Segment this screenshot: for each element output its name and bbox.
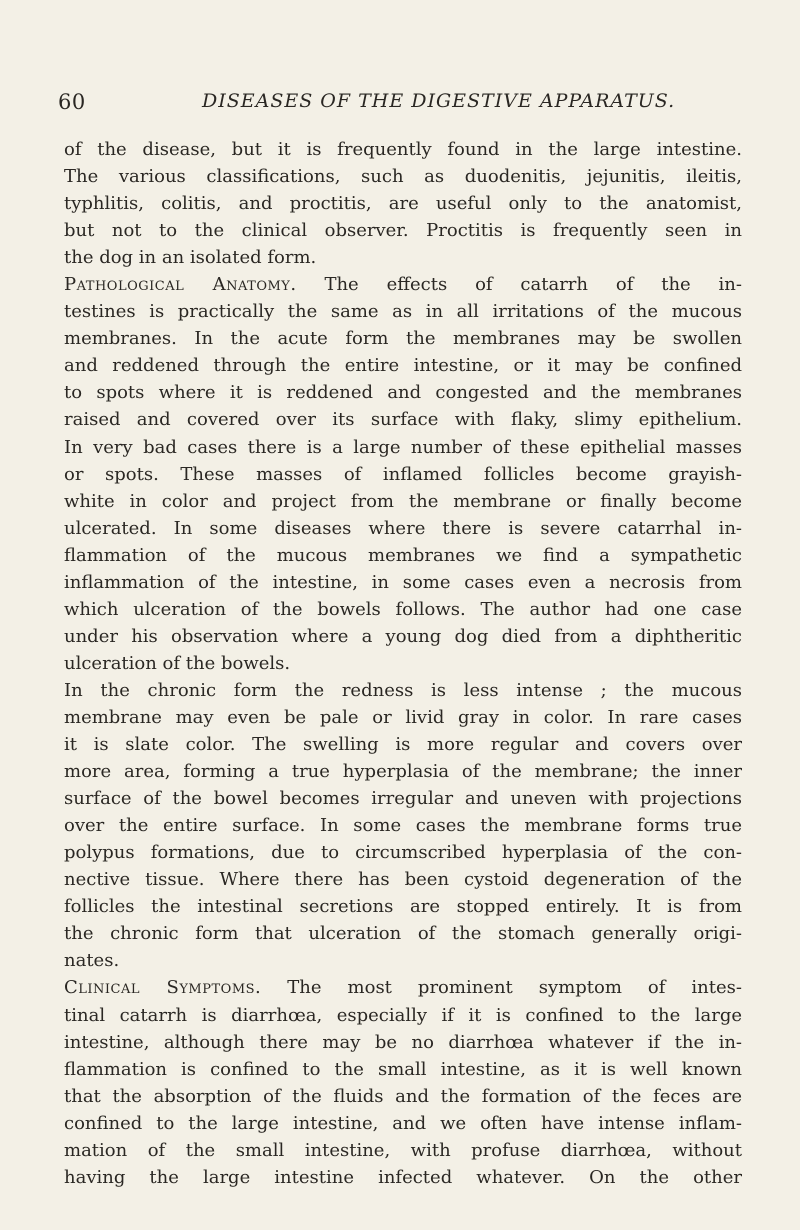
- line-text: or spots. These masses of inflamed follicles become grayish-: [64, 463, 742, 485]
- section-heading: Pathological Anatomy.: [64, 274, 297, 296]
- text-line: [64, 677, 742, 704]
- line-text: it is slate color. The swelling is more regular and covers over: [64, 734, 742, 756]
- line-text: typhlitis, colitis, and proctitis, are useful only to the anatomist,: [64, 193, 742, 215]
- text-line: [64, 406, 742, 433]
- text-line: [64, 434, 742, 461]
- text-line: [64, 704, 742, 731]
- section-heading-line: [64, 974, 742, 1001]
- line-text: under his observation where a young dog died from a diphtheritic: [64, 625, 742, 647]
- line-text: intestine, although there may be no diarrhœa whatever if the in-: [64, 1031, 742, 1053]
- text-line: [64, 920, 742, 947]
- text-line: [64, 488, 742, 515]
- line-text: flammation of the mucous membranes we find a sympathetic: [64, 544, 742, 566]
- line-text: In the chronic form the redness is less intense ; the mucous: [64, 679, 742, 701]
- body-text: [64, 136, 742, 1191]
- line-text: that the absorption of the fluids and the formation of the feces are: [64, 1085, 742, 1107]
- text-line: [64, 758, 742, 785]
- line-text: the dog in an isolated form.: [64, 247, 317, 269]
- line-text: In very bad cases there is a large number of these epithelial masses: [64, 436, 742, 458]
- text-line: [64, 1110, 742, 1137]
- running-title: DISEASES OF THE DIGESTIVE APPARATUS.: [202, 90, 676, 112]
- text-line: [64, 893, 742, 920]
- text-line: [64, 1002, 742, 1029]
- text-line: [64, 379, 742, 406]
- text-line: [64, 1164, 742, 1191]
- text-line: [64, 1083, 742, 1110]
- line-text: follicles the intestinal secretions are stopped entirely. It is from: [64, 896, 742, 918]
- line-text: but not to the clinical observer. Proctitis is frequently seen in: [64, 220, 742, 242]
- line-text: to spots where it is reddened and congested and the membranes: [64, 382, 742, 404]
- text-line: [64, 650, 742, 677]
- line-text: having the large intestine infected whatever. On the other: [64, 1166, 742, 1188]
- text-line: [64, 1029, 742, 1056]
- text-line: [64, 163, 742, 190]
- text-line: [64, 866, 742, 893]
- text-line: [64, 1137, 742, 1164]
- line-text: membranes. In the acute form the membranes may be swollen: [64, 328, 742, 350]
- section-heading-line: [64, 271, 742, 298]
- line-text: confined to the large intestine, and we often have intense inflam-: [64, 1112, 742, 1134]
- line-text: polypus formations, due to circumscribed hyperplasia of the con-: [64, 842, 742, 864]
- text-line: [64, 515, 742, 542]
- line-text: ulcerated. In some diseases where there is severe catarrhal in-: [64, 517, 742, 539]
- line-text: over the entire surface. In some cases the membrane forms true: [64, 815, 742, 837]
- text-line: [64, 461, 742, 488]
- line-text: which ulceration of the bowels follows. The author had one case: [64, 598, 742, 620]
- line-text: ulceration of the bowels.: [64, 652, 291, 674]
- text-line: [64, 623, 742, 650]
- text-line: [64, 596, 742, 623]
- line-text: membrane may even be pale or livid gray in color. In rare cases: [64, 706, 742, 728]
- text-line: [64, 1056, 742, 1083]
- running-head: [0, 88, 800, 118]
- line-text: mation of the small intestine, with profuse diarrhœa, without: [64, 1139, 742, 1161]
- line-text: testines is practically the same as in all irritations of the mucous: [64, 301, 742, 323]
- text-line: [64, 136, 742, 163]
- line-text: surface of the bowel becomes irregular and uneven with projections: [64, 788, 742, 810]
- line-text: The effects of catarrh of the in-: [324, 274, 742, 296]
- line-text: more area, forming a true hyperplasia of the membrane; the inner: [64, 761, 742, 783]
- section-heading: Clinical Symptoms.: [64, 977, 262, 999]
- page-number: 60: [58, 90, 86, 114]
- line-text: raised and covered over its surface with flaky, slimy epithelium.: [64, 409, 742, 431]
- text-line: [64, 947, 742, 974]
- text-line: [64, 785, 742, 812]
- line-text: and reddened through the entire intestine, or it may be confined: [64, 355, 742, 377]
- text-line: [64, 352, 742, 379]
- text-line: [64, 298, 742, 325]
- text-line: [64, 325, 742, 352]
- line-text: flammation is confined to the small intestine, as it is well known: [64, 1058, 742, 1080]
- line-text: nective tissue. Where there has been cystoid degeneration of the: [64, 869, 742, 891]
- text-line: [64, 812, 742, 839]
- line-text: The various classifications, such as duodenitis, jejunitis, ileitis,: [64, 166, 742, 188]
- text-line: [64, 569, 742, 596]
- line-text: inflammation of the intestine, in some cases even a necrosis from: [64, 571, 742, 593]
- line-text: white in color and project from the membrane or finally become: [64, 490, 742, 512]
- line-text: the chronic form that ulceration of the stomach generally origi-: [64, 923, 742, 945]
- line-text: The most prominent symptom of intes-: [287, 977, 742, 999]
- text-line: [64, 839, 742, 866]
- line-text: nates.: [64, 950, 120, 972]
- text-line: [64, 244, 742, 271]
- line-text: of the disease, but it is frequently found in the large intestine.: [64, 139, 742, 160]
- text-line: [64, 731, 742, 758]
- text-line: [64, 217, 742, 244]
- line-text: tinal catarrh is diarrhœa, especially if it is confined to the large: [64, 1004, 742, 1026]
- text-line: [64, 542, 742, 569]
- text-line: [64, 190, 742, 217]
